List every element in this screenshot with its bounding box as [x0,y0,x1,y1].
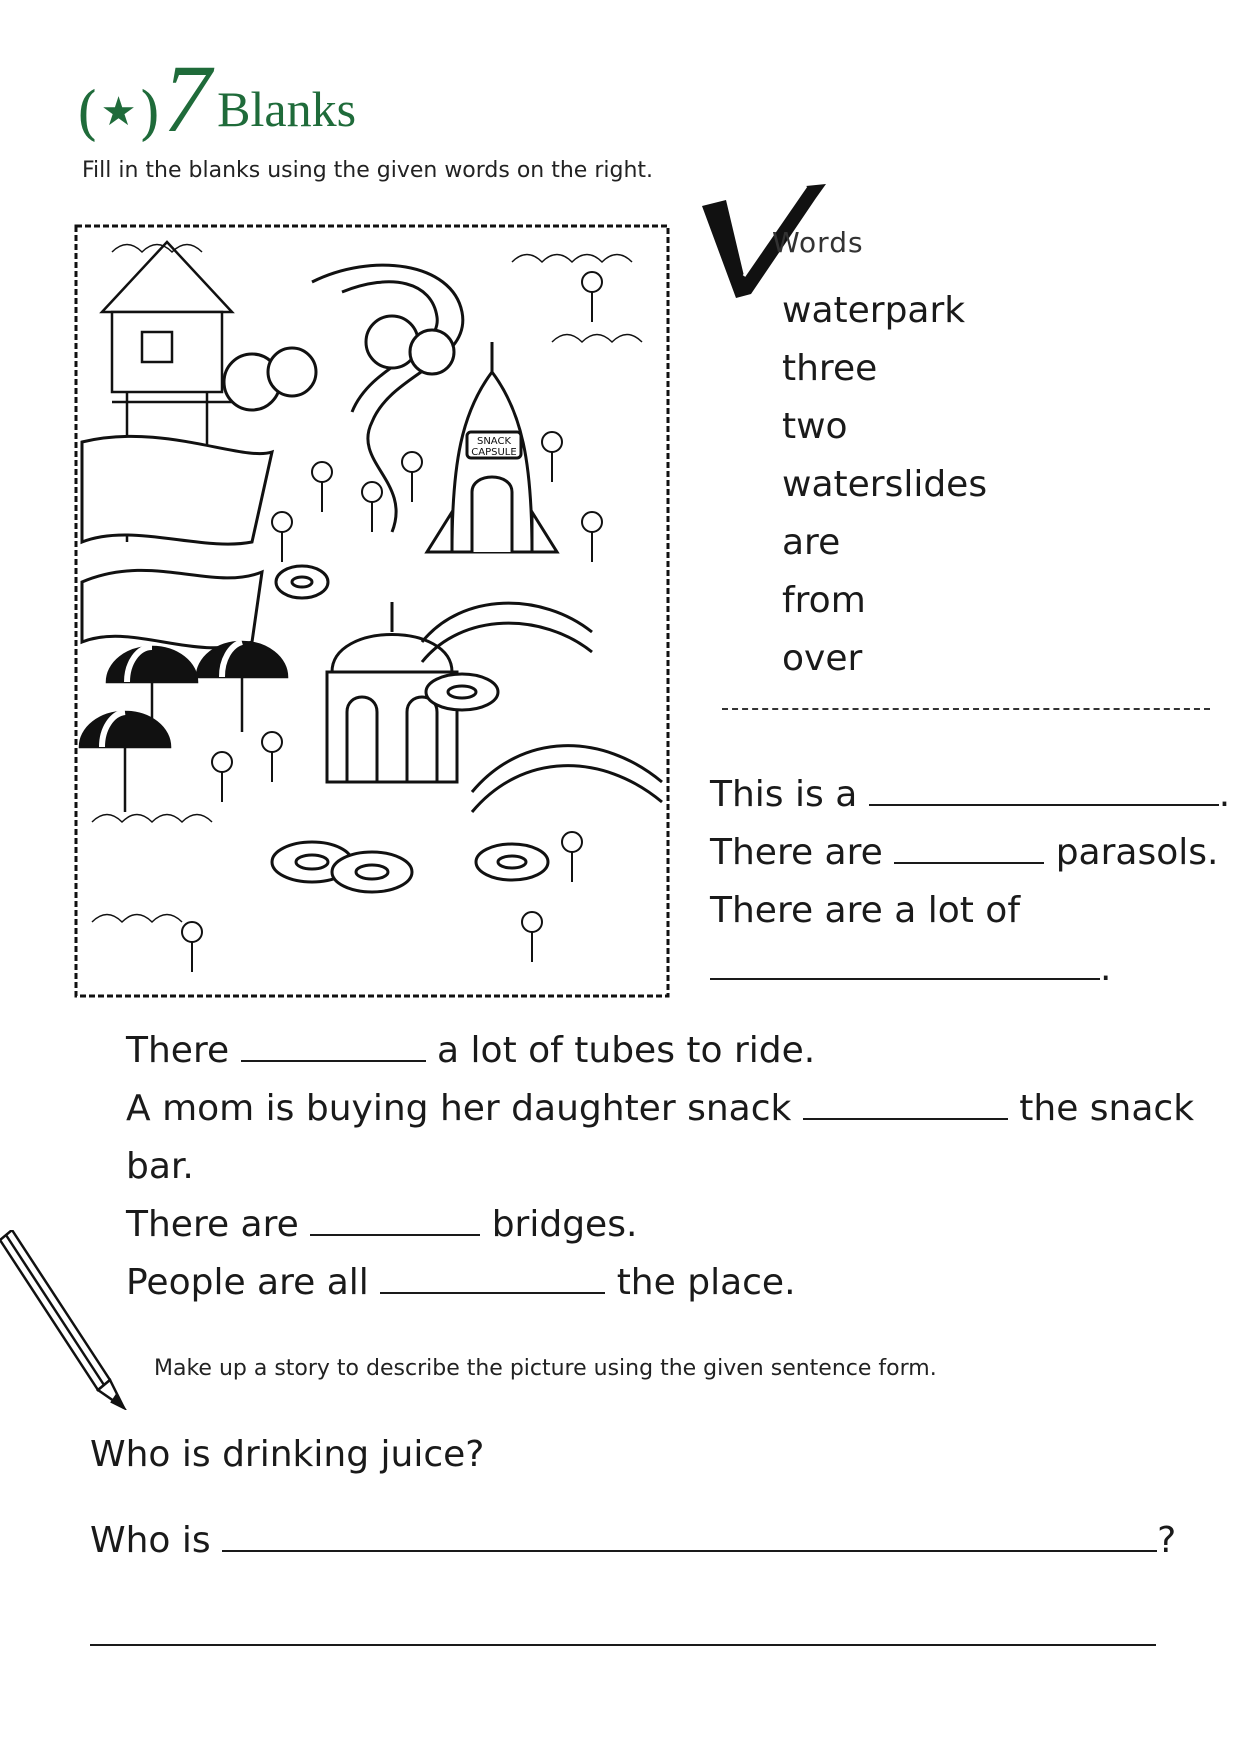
activity-title: Blanks [217,81,357,137]
sentence-5 [126,1080,1210,1196]
example-question: Who is drinking juice? [90,1434,485,1475]
sentence-text: a lot of tubes to ride. [437,1030,816,1071]
sentence-2 [710,824,1218,882]
capsule-sign-text: CAPSULE [471,447,517,458]
sentence-4 [126,1022,1210,1080]
sentence-3 [710,882,1020,940]
blank-line[interactable] [869,774,1219,806]
star-icon: ★ [100,89,137,135]
sentence-text: People are all [126,1262,369,1303]
full-width-sentences [126,1022,1210,1312]
sentence-3-blank [710,940,1111,998]
pencil-icon [0,1230,130,1410]
activity-logo [76,44,357,152]
question-prompt [90,1512,1176,1570]
sentence-text: the snack bar. [126,1088,1195,1187]
sentence-text: This is a [710,774,858,815]
word-item: two [782,406,848,447]
dashed-divider [722,708,1210,710]
sentence-text: There are a lot of [710,890,1021,931]
blank-line[interactable] [710,948,1100,980]
snack-sign-text: SNACK [476,436,512,447]
waterpark-illustration [72,222,672,1000]
answer-blank-line[interactable] [222,1520,1157,1552]
sentence-text: A mom is buying her daughter snack [126,1088,792,1129]
sentence-text: . [1218,774,1231,815]
sentence-7 [126,1254,1210,1312]
blank-line[interactable] [803,1088,1008,1120]
word-item: over [782,638,863,679]
logo-paren-close: ) [138,79,162,147]
sentence-text: parasols. [1055,832,1219,873]
sentence-text: There are [710,832,883,873]
sentence-text: There [126,1030,230,1071]
prompt-text: Who is [90,1520,211,1561]
blank-line[interactable] [310,1204,480,1236]
word-bank [782,282,987,688]
sentence-text: There are [126,1204,299,1245]
word-item: waterpark [782,290,966,331]
blank-line[interactable] [241,1030,426,1062]
word-item: waterslides [782,464,988,505]
words-label: Words [772,226,864,259]
answer-line[interactable] [90,1644,1156,1646]
sentence-text: the place. [616,1262,796,1303]
blank-line[interactable] [380,1262,605,1294]
story-instruction: Make up a story to describe the picture using the given sentence form. [154,1356,937,1381]
sentence-text: bridges. [491,1204,638,1245]
activity-number: 7 [163,44,212,152]
sentence-6 [126,1196,1210,1254]
word-item: from [782,580,866,621]
sentence-1 [710,766,1230,824]
word-item: three [782,348,878,389]
prompt-text: ? [1157,1520,1177,1561]
blank-line[interactable] [894,832,1044,864]
logo-paren-open: ( [76,79,99,147]
sentence-text: . [1100,948,1112,989]
instruction-text: Fill in the blanks using the given words on the right. [82,158,654,183]
word-item: are [782,522,841,563]
